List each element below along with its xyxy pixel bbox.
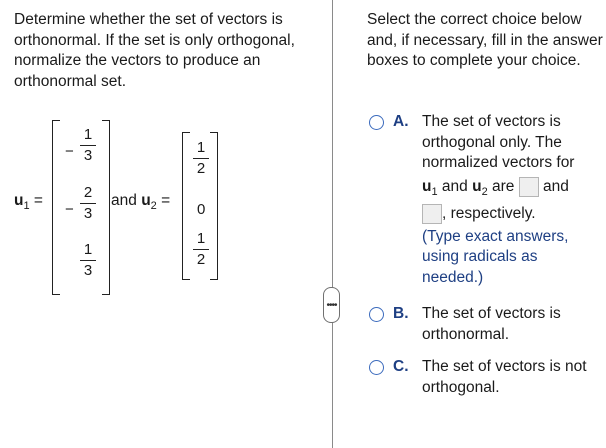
choice-c-text: The set of vectors is not orthogonal. (422, 358, 587, 396)
u2-symbol: u (141, 192, 151, 209)
u2-entry-3-numerator: 1 (196, 230, 206, 247)
u1-right-bracket (102, 120, 110, 295)
choice-a-letter: A. (393, 113, 409, 130)
u1-entry-3-numerator: 1 (83, 241, 93, 258)
u2-entry-1 (193, 139, 209, 178)
choice-a-are: are (492, 177, 515, 195)
u2-subscript: 2 (150, 200, 157, 212)
u1-entry-2-sign: − (65, 201, 74, 218)
choice-a-radio[interactable] (369, 115, 384, 130)
u1-equals: = (33, 192, 43, 209)
answer-instruction: Select the correct choice below and, if necessary, fill in the answer boxes to complete your choice. (367, 11, 603, 69)
u1-entry-3-denominator: 3 (83, 262, 93, 279)
u1-left-bracket (52, 120, 60, 295)
choice-a[interactable] (367, 112, 603, 302)
fraction-bar (80, 260, 96, 261)
u2-entry-2: 0 (197, 201, 206, 218)
u1-entry-1 (80, 126, 96, 165)
choice-a-and-2: and (543, 177, 569, 195)
choice-a-statement: The set of vectors is orthogonal only. The normalized vectors for (422, 113, 575, 171)
choice-b-letter: B. (393, 305, 409, 322)
u1-label (14, 192, 43, 210)
and-text: and (111, 192, 137, 209)
choice-a-u1-symbol: u (422, 177, 432, 195)
answer-box-u1[interactable] (519, 177, 539, 197)
u2-label (111, 192, 170, 210)
fraction-bar (80, 145, 96, 146)
choice-b-radio[interactable] (369, 307, 384, 322)
u2-entry-1-numerator: 1 (196, 139, 206, 156)
choice-a-and: and (441, 177, 468, 195)
u2-equals: = (161, 192, 171, 209)
u2-left-bracket (182, 132, 190, 280)
choice-a-u2-symbol: u (472, 177, 482, 195)
choice-c-radio[interactable] (369, 360, 384, 375)
u2-entry-3 (193, 230, 209, 269)
u1-entry-3 (80, 241, 96, 280)
fraction-bar (193, 249, 209, 250)
choice-c[interactable] (367, 357, 603, 401)
u1-subscript: 1 (23, 200, 30, 212)
choice-b-text: The set of vectors is orthonormal. (422, 305, 561, 343)
choice-c-letter: C. (393, 358, 409, 375)
question-prompt: Determine whether the set of vectors is orthonormal. If the set is only orthogonal, normalize the vectors to produce an orthonormal set. (14, 11, 295, 90)
choice-a-answer-line (422, 177, 602, 199)
panel-divider (332, 0, 333, 448)
answer-box-u2[interactable] (422, 204, 442, 224)
choice-a-hint: (Type exact answers, using radicals as needed.) (422, 227, 569, 286)
u1-entry-1-sign: − (65, 143, 74, 160)
u1-symbol: u (14, 192, 24, 209)
u1-entry-1-numerator: 1 (83, 126, 93, 143)
choice-b[interactable] (367, 304, 603, 348)
splitter-handle[interactable]: •••• (323, 287, 340, 323)
answer-panel (367, 10, 603, 396)
vector-display (14, 110, 319, 310)
choice-a-u1-subscript: 1 (431, 185, 438, 198)
u2-entry-3-denominator: 2 (196, 251, 206, 268)
u1-entry-2 (80, 184, 96, 223)
choice-a-u2-subscript: 2 (481, 185, 488, 198)
u2-right-bracket (210, 132, 218, 280)
u1-entry-1-denominator: 3 (83, 147, 93, 164)
choice-a-text (422, 112, 602, 288)
u2-entry-1-denominator: 2 (196, 160, 206, 177)
choice-a-respectively: , respectively. (442, 205, 536, 223)
choice-a-answer-line-2 (422, 204, 602, 225)
u1-entry-2-numerator: 2 (83, 184, 93, 201)
fraction-bar (80, 203, 96, 204)
u1-entry-2-denominator: 3 (83, 205, 93, 222)
question-panel (14, 10, 319, 279)
fraction-bar (193, 158, 209, 159)
